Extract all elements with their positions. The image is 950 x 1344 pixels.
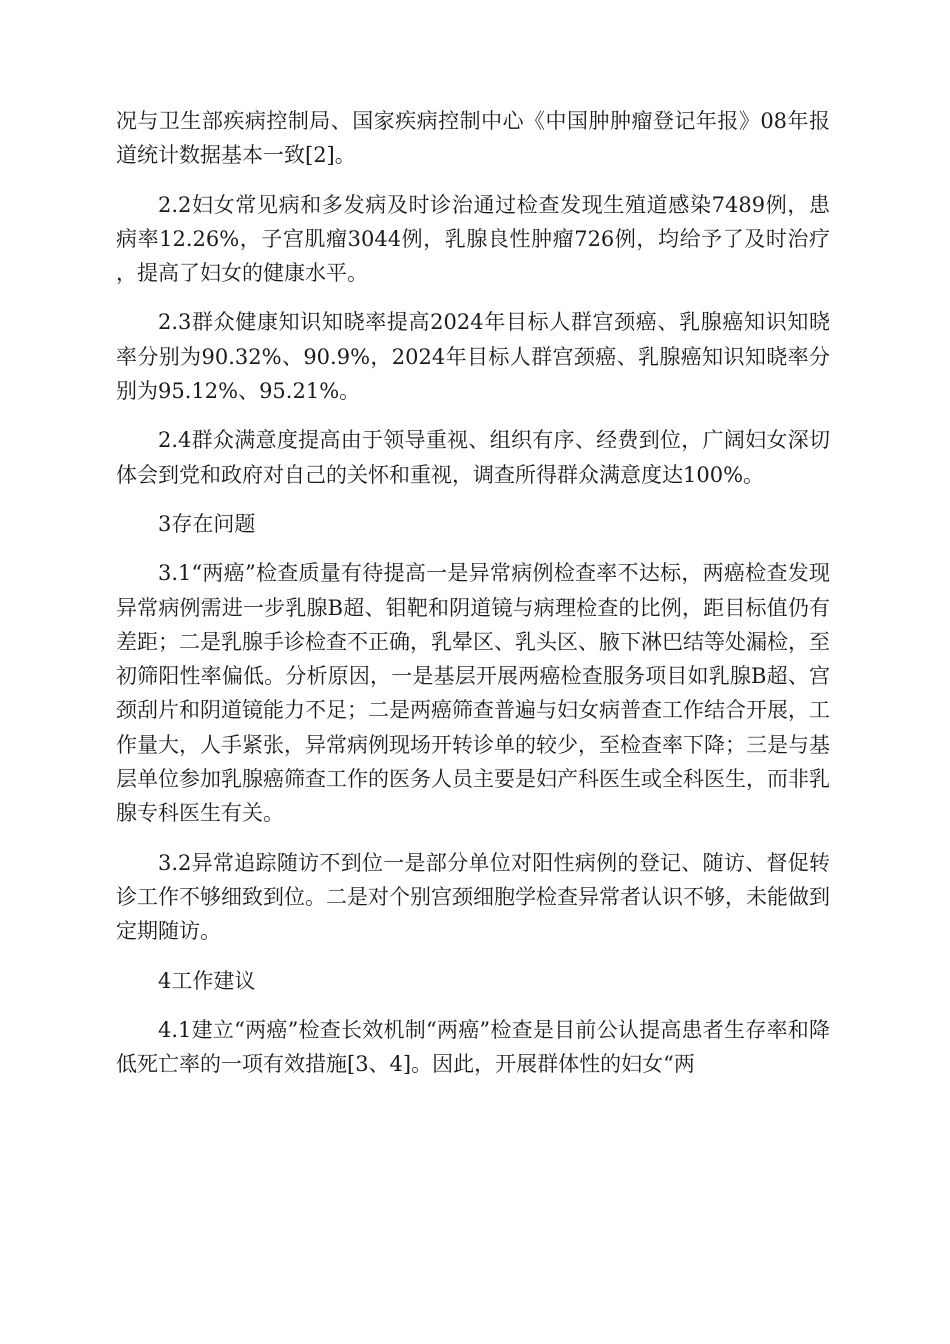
paragraph-2-3: 2.3群众健康知识知晓率提高2024年目标人群宫颈癌、乳腺癌知识知晓率分别为90.32%、90.9%，2024年目标人群宫颈癌、乳腺癌知识知晓率分别为95.12%、95.21%。 [116, 310, 830, 404]
paragraph-4-1: 4.1建立“两癌”检查长效机制“两癌”检查是目前公认提高患者生存率和降低死亡率的一项有效措施[3、4]。因此，开展群体性的妇女“两 [116, 1017, 830, 1077]
section-heading-4: 4工作建议 [158, 968, 256, 993]
paragraph-3-2: 3.2异常追踪随访不到位一是部分单位对阳性病例的登记、随访、督促转诊工作不够细致到位。二是对个别宫颈细胞学检查异常者认识不够，未能做到定期随访。 [116, 850, 830, 944]
document-page [116, 104, 830, 1096]
paragraph-3-1: 3.1“两癌”检查质量有待提高一是异常病例检查率不达标，两癌检查发现异常病例需进一步乳腺B超、钼靶和阴道镜与病理检查的比例，距目标值仍有差距；二是乳腺手诊检查不正确，乳晕区、乳头区、腋下淋巴结等处漏检，至初筛阳性率偏低。分析原因，一是基层开展两癌检查服务项目如乳腺B超、宫颈刮片和阴道镜能力不足；二是两癌筛查普遍与妇女病普查工作结合开展，工作量大，人手紧张，异常病例现场开转诊单的较少，至检查率下降；三是与基层单位参加乳腺癌筛查工作的医务人员主要是妇产科医生或全科医生，而非乳腺专科医生有关。 [116, 561, 830, 826]
paragraph-2-2: 2.2妇女常见病和多发病及时诊治通过检查发现生殖道感染7489例，患病率12.26%，子宫肌瘤3044例，乳腺良性肿瘤726例，均给予了及时治疗，提高了妇女的健康水平。 [116, 192, 830, 286]
section-heading-3: 3存在问题 [158, 511, 256, 536]
paragraph-2-4: 2.4群众满意度提高由于领导重视、组织有序、经费到位，广阔妇女深切体会到党和政府对自己的关怀和重视，调查所得群众满意度达100%。 [116, 428, 830, 487]
paragraph-continued: 况与卫生部疾病控制局、国家疾病控制中心《中国肿肿瘤登记年报》08年报道统计数据基本一致[2]。 [116, 109, 830, 168]
